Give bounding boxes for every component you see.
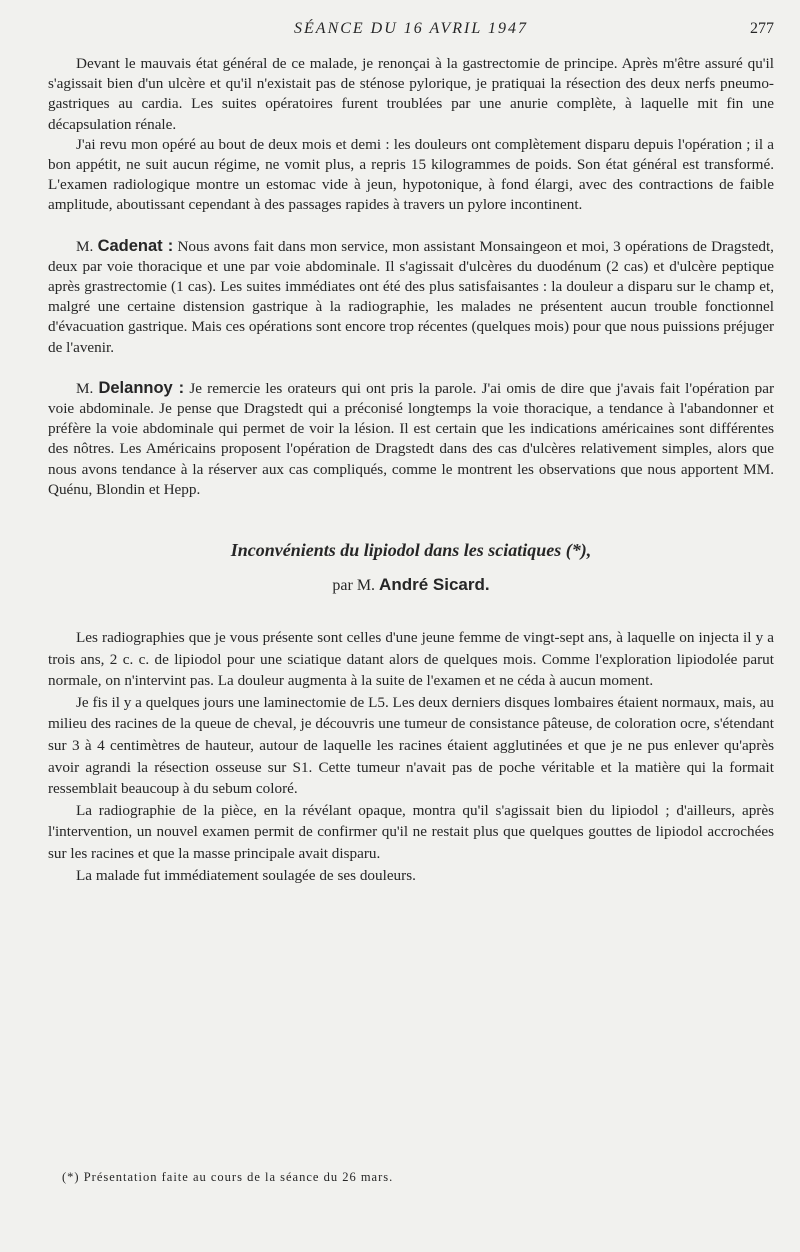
article-paragraph-4: La malade fut immédiatement soulagée de ses douleurs.: [76, 866, 416, 884]
article-paragraph-1: Les radiographies que je vous présente sont celles d'une jeune femme de vingt-sept ans, à laquelle on injecta il y a trois ans, 2 c. c. de lipiodol pour une sciatique datant alors de quelques mois. Comme l'exploration lipiodolée parut normale, on n'intervint pas. La douleur augmenta à la suite de l'examen et ne céda à aucun moment.: [48, 629, 774, 690]
speaker-prefix: M.: [76, 379, 99, 397]
paragraph-cadenat: [48, 236, 774, 358]
speaker-delannoy: Delannoy :: [98, 378, 185, 397]
cadenat-text: Nous avons fait dans mon service, mon assistant Monsaingeon et moi, 3 opérations de Dragstedt, deux par voie thoracique et une par voie abdominale. Il s'agissait d'ulcères du duodénum (2 cas) et d'ulcère peptique après grastrectomie (1 cas). Les suites immédiates ont été des plus satisfaisantes : la douleur a disparu sur le champ et, malgré une certaine distension gastrique à la radiographie, les malades ne présentent aucun trouble fonctionnel d'évacuation gastrique. Mais ces opérations sont encore trop récentes (quelques mois) pour que nous puissions préjuger de l'avenir.: [48, 237, 774, 356]
delannoy-text: Je remercie les orateurs qui ont pris la parole. J'ai omis de dire que j'avais fait l'opération par voie abdominale. Je pense que Dragstedt qui a préconisé longtemps la voie thoracique, a tendance à l'abandonner et préfère la voie abdominale qui permet de voir la lésion. Il est certain que les indications américaines sont différentes des nôtres. Les Américains proposent l'opération de Dragstedt dans des cas d'ulcères relativement simples, alors que nous avons tendance à la réserver aux cas compliqués, comme le montrent les observations que nous apportent MM. Quénu, Blondin et Hepp.: [48, 379, 774, 498]
paragraph-1: Devant le mauvais état général de ce malade, je renonçai à la gastrectomie de principe. Après m'être assuré qu'il s'agissait bien d'un ulcère et qu'il n'existait pas de sténose pylorique, je pratiquai la résection des deux nerfs pneumo-gastriques au cardia. Les suites opératoires furent troublées par une anurie complète, à laquelle mit fin une décapsulation rénale.: [48, 55, 774, 133]
article-paragraph-2: Je fis il y a quelques jours une laminectomie de L5. Les deux derniers disques lombaires étaient normaux, mais, au milieu des racines de la queue de cheval, je découvris une tumeur de consistance pâteuse, de coloration ocre, s'étendant sur 3 à 4 centimètres de hauteur, autour de laquelle les racines étaient agglutinées et que je ne pus enlever qu'après avoir agrandi la résection osseuse sur S1. Cette tumeur n'avait pas de poche véritable et la matière qui la formait ressemblait beaucoup à du sebum coloré.: [48, 693, 774, 798]
article-byline: [48, 574, 774, 597]
speaker-cadenat: Cadenat :: [97, 236, 174, 255]
paragraph-2: J'ai revu mon opéré au bout de deux mois et demi : les douleurs ont complètement disparu depuis l'opération ; il a bon appétit, ne suit aucun régime, ne vomit plus, a repris 15 kilogrammes de poids. Son état général est transformé. L'examen radiologique montre un estomac vide à jeun, hypotonique, à fond élargi, avec des contractions de faible amplitude, aboutissant cependant à des passages rapides à travers un pylore incontinent.: [48, 135, 774, 214]
speaker-prefix: M.: [76, 237, 98, 255]
article-title: Inconvénients du lipiodol dans les sciatiques (*),: [230, 540, 592, 561]
article-paragraph-3: La radiographie de la pièce, en la révélant opaque, montra qu'il s'agissait bien du lipiodol ; d'ailleurs, après l'intervention, un nouvel examen permit de confirmer qu'il ne restait plus que quelques gouttes de lipiodol accrochées sur les racines et que la masse principale avait disparu.: [48, 801, 774, 862]
page-header: [48, 20, 774, 46]
paragraph-delannoy: [48, 378, 774, 500]
footnote: (*) Présentation faite au cours de la séance du 26 mars.: [62, 1170, 394, 1184]
page-number: 277: [750, 20, 774, 37]
article-author: André Sicard.: [379, 575, 490, 595]
body-text: [48, 54, 774, 886]
running-head: SÉANCE DU 16 AVRIL 1947: [294, 20, 528, 37]
article-body: [48, 627, 774, 886]
byline-prefix: par M.: [332, 577, 380, 595]
